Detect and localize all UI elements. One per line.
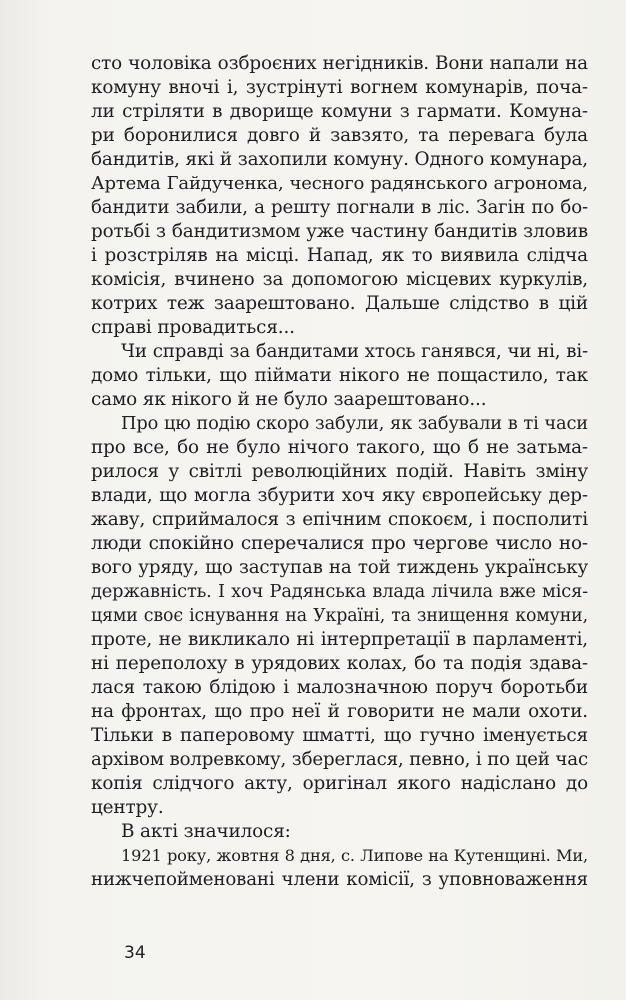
text-line: домо тільки, що піймати нікого не пощастило, так: [91, 365, 588, 386]
text-line: влади, що могла збурити хоч яку європейську дер-: [91, 485, 588, 506]
text-line: само як нікого й не було заарештовано...: [91, 389, 487, 410]
text-line: Про цю подію скоро забули, як забували в ті часи: [121, 413, 588, 434]
text-line: проте, не викликало ні інтерпретації в парламенті,: [91, 629, 588, 650]
text-line: сто чоловіка озброєних негідників. Вони напали на: [91, 53, 588, 74]
text-line: нижчепойменовані члени комісії, з уповноваження: [91, 869, 588, 890]
body-text: [91, 52, 588, 892]
text-line: люди спокійно сперечалися про чергове число но-: [91, 533, 588, 554]
text-line: комісія, вчинено за допомогою місцевих куркулів,: [91, 269, 588, 290]
text-line: рилося у світлі революційних подій. Навіть зміну: [91, 461, 588, 482]
text-line: бандити забили, а решту погнали в ліс. Загін по бо-: [91, 197, 588, 218]
text-line: Тільки в паперовому шматті, що гучно іменується: [91, 725, 588, 746]
text-line: бандитів, які й захопили комуну. Одного комунара,: [91, 149, 588, 170]
text-line: центру.: [91, 797, 164, 818]
text-line: Чи справді за бандитами хтось ганявся, чи ні, ві-: [121, 341, 588, 362]
text-line: і розстріляв на місці. Напад, як то виявила слідча: [91, 245, 588, 266]
text-line: архівом волревкому, збереглася, певно, і по цей час: [91, 749, 588, 770]
text-line: комуну вночі і, зустрінуті вогнем комунарів, поча-: [91, 77, 588, 98]
text-line: Артема Гайдученка, чесного радянського агронома,: [91, 173, 588, 194]
text-line: вого уряду, що заступав на той тиждень українську: [91, 557, 588, 578]
text-line: державність. І хоч Радянська влада лічила вже міся-: [91, 581, 588, 602]
text-line: цями своє існування на Україні, та знищення комуни,: [91, 606, 588, 626]
text-line: ли стріляти в дворище комуни з гармати. Комуна-: [91, 101, 588, 122]
text-line: про все, бо не було нічого такого, що б не затьма-: [91, 437, 588, 458]
text-line: на фронтах, що про неї й говорити не мали охоти.: [91, 701, 588, 722]
text-line: справі провадиться...: [91, 317, 295, 338]
page-number: 34: [124, 943, 146, 963]
text-line: 1921 року, жовтня 8 дня, с. Липове на Кутенщині. Ми,: [121, 846, 588, 865]
text-line: котрих теж заарештовано. Дальше слідство в цій: [91, 293, 588, 314]
text-line: копія слідчого акту, оригінал якого надіслано до: [91, 773, 588, 794]
text-line: ні переполоху в урядових колах, бо та подія здава-: [91, 653, 588, 674]
text-line: жаву, сприймалося з епічним спокоєм, і посполиті: [91, 509, 588, 530]
text-line: ротьбі з бандитизмом уже частину бандитів зловив: [91, 221, 588, 242]
text-line: лася такою блідою і малозначною поруч боротьби: [91, 677, 588, 698]
text-line: В акті значилося:: [121, 821, 291, 842]
text-line: ри боронилися довго й завзято, та перевага була: [91, 125, 588, 146]
